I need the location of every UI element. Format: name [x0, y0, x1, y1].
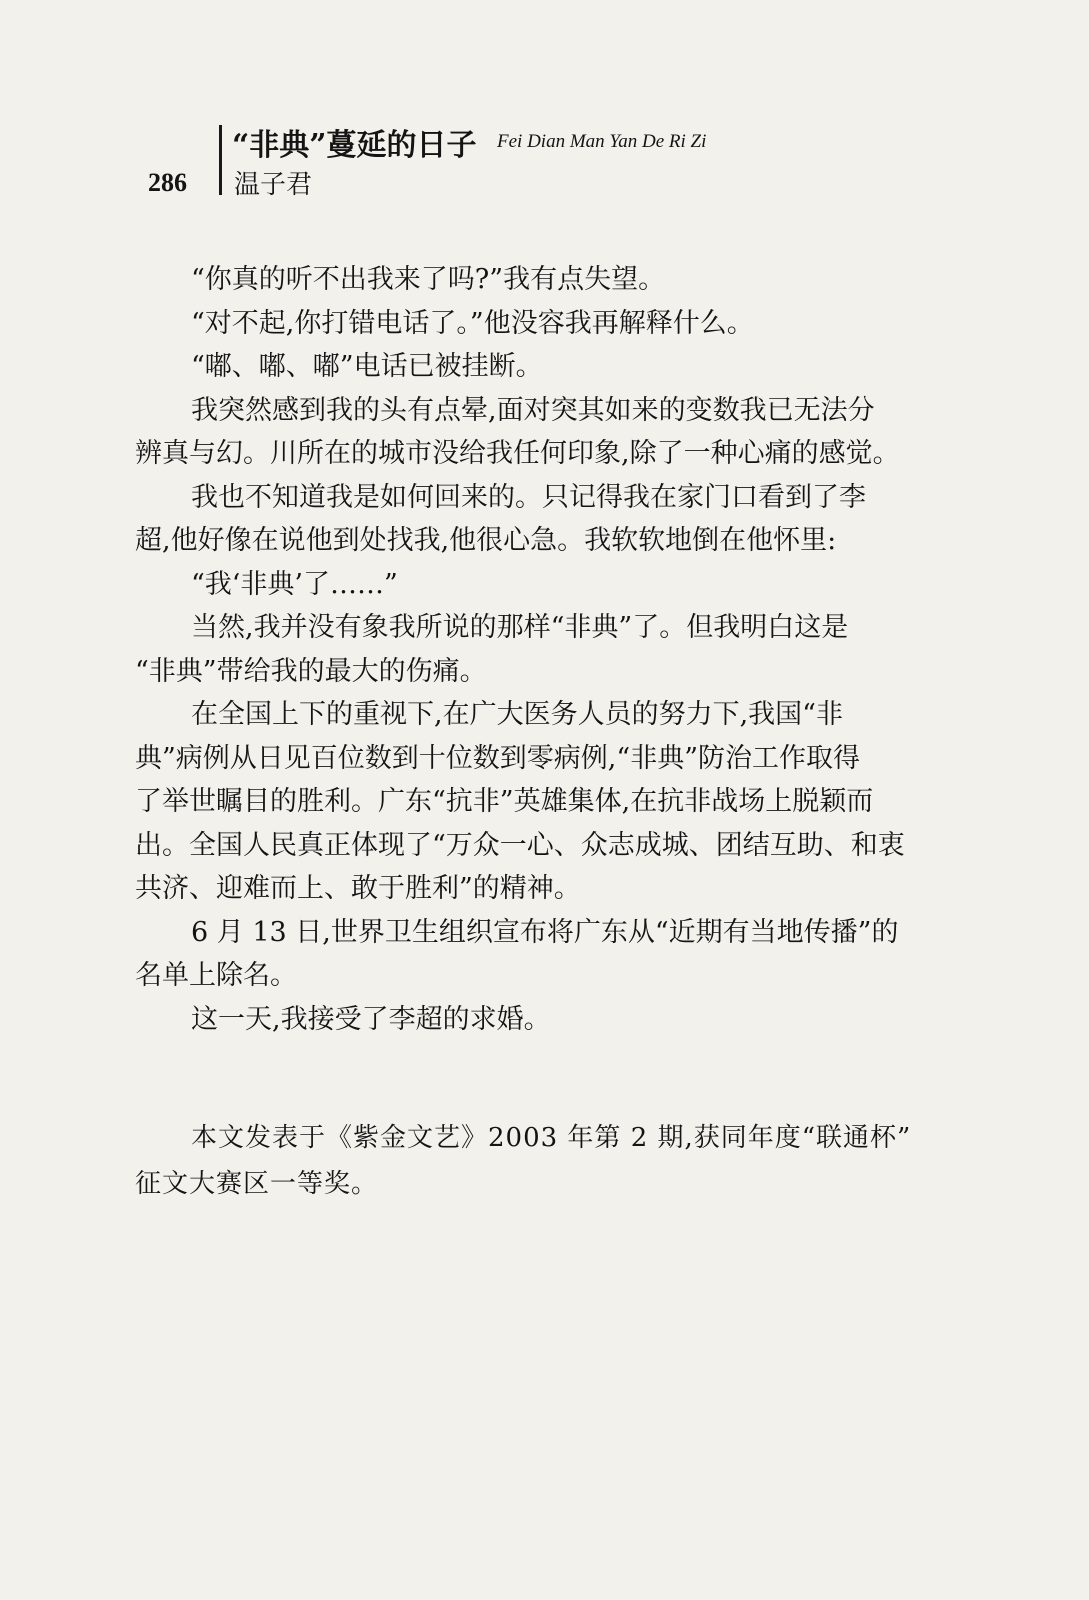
- body-line: 辨真与幻。川所在的城市没给我任何印象,除了一种心痛的感觉。: [135, 438, 900, 469]
- body-line: “我‘非典’了……”: [191, 568, 398, 600]
- body-line: “非典”带给我的最大的伤痛。: [135, 655, 487, 687]
- body-line: 我突然感到我的头有点晕,面对突其如来的变数我已无法分: [191, 394, 875, 426]
- body-line: 在全国上下的重视下,在广大医务人员的努力下,我国“非: [191, 699, 843, 730]
- body-line: 当然,我并没有象我所说的那样“非典”了。但我明白这是: [191, 612, 849, 643]
- running-title-pinyin: Fei Dian Man Yan De Ri Zi: [497, 131, 707, 152]
- body-line: 典”病例从日见百位数到十位数到零病例,“非典”防治工作取得: [135, 742, 860, 774]
- body-line: 这一天,我接受了李超的求婚。: [191, 1003, 551, 1035]
- body-line: 6 月 13 日,世界卫生组织宣布将广东从“近期有当地传播”的: [191, 916, 899, 948]
- running-author: 温子君: [234, 170, 313, 200]
- body-line: 名单上除名。: [135, 960, 297, 991]
- body-line: “嘟、嘟、嘟”电话已被挂断。: [191, 351, 543, 382]
- running-header: [0, 0, 1089, 240]
- running-title: “非典”蔓延的日子: [232, 128, 477, 163]
- footnote-line: 征文大赛区一等奖。: [135, 1169, 379, 1199]
- body-line: 超,他好像在说他到处找我,他很心急。我软软地倒在他怀里:: [135, 525, 837, 556]
- header-divider: [219, 125, 222, 195]
- body-line: “你真的听不出我来了吗?”我有点失望。: [191, 264, 666, 295]
- body-line: 了举世瞩目的胜利。广东“抗非”英雄集体,在抗非战场上脱颖而: [135, 786, 874, 817]
- publication-note: [135, 1115, 953, 1207]
- body-line: 我也不知道我是如何回来的。只记得我在家门口看到了李: [191, 481, 866, 513]
- body-line: 出。全国人民真正体现了“万众一心、众志成城、团结互助、和衷: [135, 829, 905, 861]
- body-text: [135, 258, 953, 1041]
- body-line: “对不起,你打错电话了。”他没容我再解释什么。: [191, 307, 754, 339]
- body-line: 共济、迎难而上、敢于胜利”的精神。: [135, 873, 581, 904]
- footnote-line: 本文发表于《紫金文艺》2003 年第 2 期,获同年度“联通杯”: [191, 1123, 912, 1153]
- page-number: 286: [148, 168, 187, 197]
